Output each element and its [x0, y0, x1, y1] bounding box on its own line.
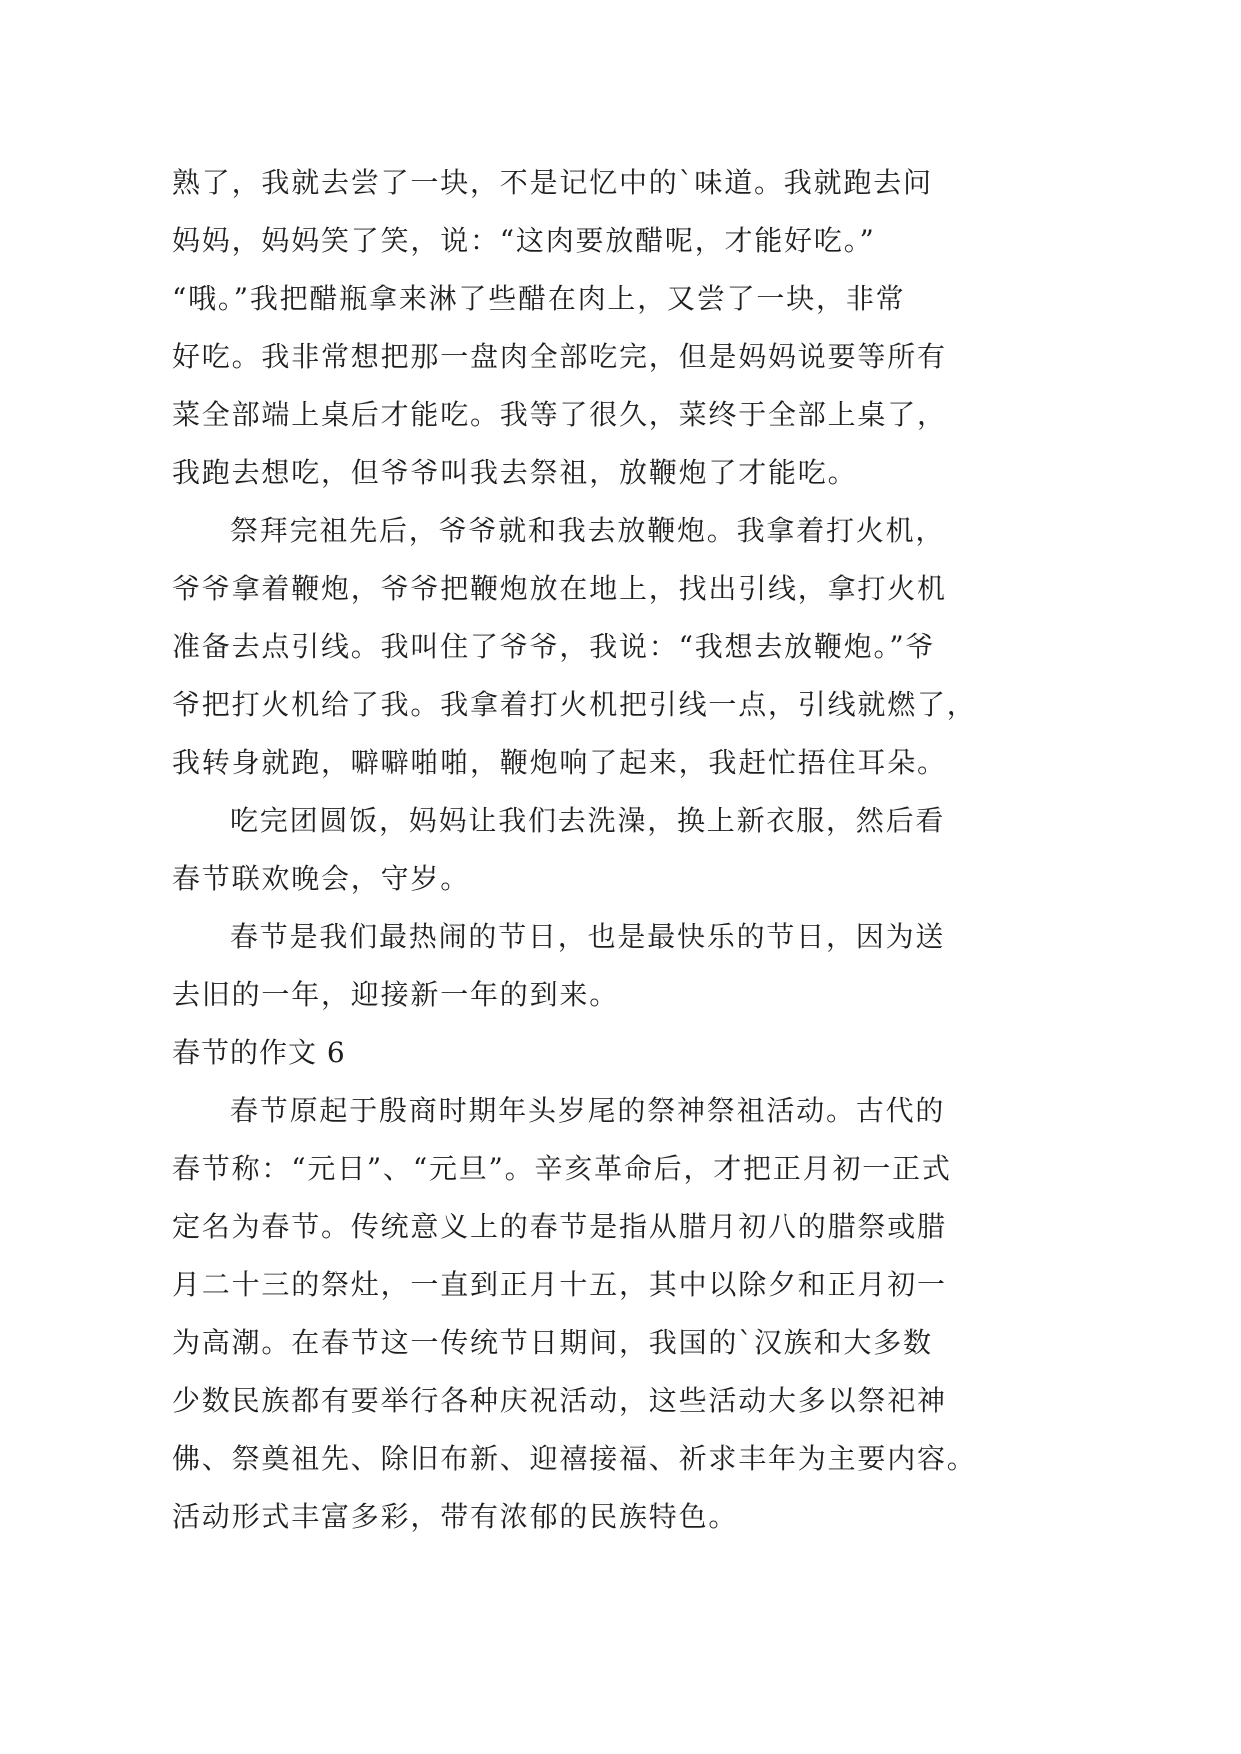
- text-line: 吃完团圆饭，妈妈让我们去洗澡，换上新衣服，然后看: [230, 804, 946, 837]
- text-line: 春节是我们最热闹的节日，也是最快乐的节日，因为送: [230, 920, 946, 953]
- text-line: 定名为春节。传统意义上的春节是指从腊月初八的腊祭或腊: [172, 1210, 947, 1243]
- text-line: 爷把打火机给了我。我拿着打火机把引线一点，引线就燃了，: [172, 688, 977, 721]
- text-line: 菜全部端上桌后才能吃。我等了很久，菜终于全部上桌了，: [172, 398, 947, 431]
- text-line: 春节原起于殷商时期年头岁尾的祭神祭祖活动。古代的: [230, 1094, 946, 1127]
- text-line: 熟了，我就去尝了一块，不是记忆中的`味道。我就跑去问: [172, 166, 933, 199]
- text-line: 妈妈，妈妈笑了笑，说：“这肉要放醋呢，才能好吃。”: [172, 224, 876, 257]
- paragraph: [172, 502, 1172, 792]
- paragraph: [172, 154, 1172, 502]
- text-line: 春节联欢晚会，守岁。: [172, 862, 471, 895]
- text-line: 我转身就跑，噼噼啪啪，鞭炮响了起来，我赶忙捂住耳朵。: [172, 746, 947, 779]
- paragraph: [172, 1082, 1172, 1546]
- text-line: 活动形式丰富多彩，带有浓郁的民族特色。: [172, 1500, 739, 1533]
- text-line: 春节称：“元日”、“元旦”。辛亥革命后，才把正月初一正式: [172, 1152, 952, 1185]
- text-line: 月二十三的祭灶，一直到正月十五，其中以除夕和正月初一: [172, 1268, 947, 1301]
- text-line: 好吃。我非常想把那一盘肉全部吃完，但是妈妈说要等所有: [172, 340, 947, 373]
- text-line: 我跑去想吃，但爷爷叫我去祭祖，放鞭炮了才能吃。: [172, 456, 858, 489]
- text-line: “哦。”我把醋瓶拿来淋了些醋在肉上，又尝了一块，非常: [172, 282, 906, 315]
- text-line: 祭拜完祖先后，爷爷就和我去放鞭炮。我拿着打火机，: [230, 514, 946, 547]
- text-line: 准备去点引线。我叫住了爷爷，我说：“我想去放鞭炮。”爷: [172, 630, 936, 663]
- text-line: 佛、祭奠祖先、除旧布新、迎禧接福、祈求丰年为主要内容。: [172, 1442, 977, 1475]
- paragraph: [172, 908, 1172, 1024]
- text-line: 少数民族都有要举行各种庆祝活动，这些活动大多以祭祀神: [172, 1384, 947, 1417]
- text-line: 去旧的一年，迎接新一年的到来。: [172, 978, 620, 1011]
- text-line: 爷爷拿着鞭炮，爷爷把鞭炮放在地上，找出引线，拿打火机: [172, 572, 947, 605]
- document-body: [172, 154, 1172, 1546]
- paragraph: [172, 792, 1172, 908]
- essay-heading: 春节的作文 6: [172, 1036, 346, 1069]
- text-line: 为高潮。在春节这一传统节日期间，我国的`汉族和大多数: [172, 1326, 933, 1359]
